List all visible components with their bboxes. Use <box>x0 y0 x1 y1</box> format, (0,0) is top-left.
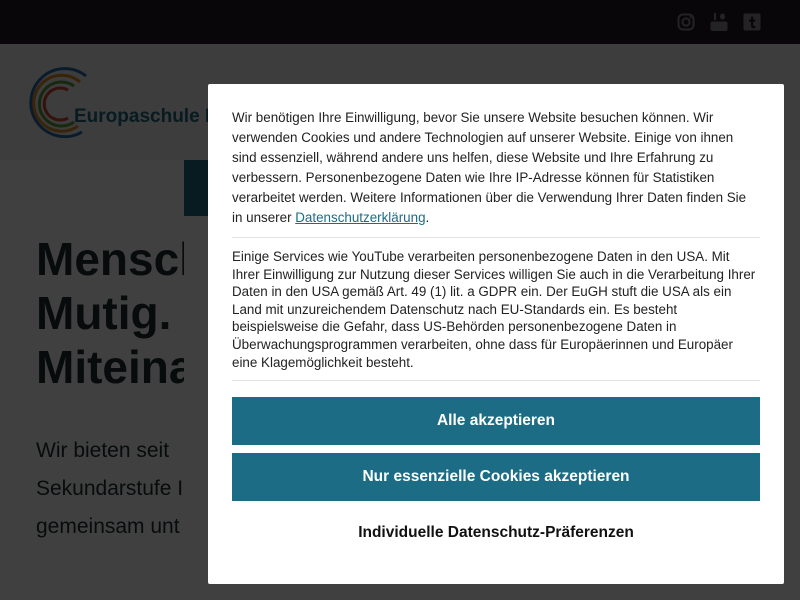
cookie-consent-dialog <box>208 84 784 584</box>
individual-preferences-button[interactable]: Individuelle Datenschutz-Präferenzen <box>232 509 760 557</box>
divider <box>232 237 760 238</box>
privacy-policy-link[interactable]: Datenschutzerklärung <box>295 210 426 225</box>
accept-all-button[interactable]: Alle akzeptieren <box>232 397 760 445</box>
us-data-notice: Einige Services wie YouTube verarbeiten personenbezogene Daten in den USA. Mit Ihrer Einwilligung zur Nutzung dieser Services willigen Sie auch in die Verarbeitung Ihrer Daten in den USA gemäß Art. 49 (1) lit. a GDPR ein. Der EuGH stuft die USA als ein Land mit unzureichendem Datenschutz nach EU-Standards ein. Es besteht beispielsweise die Gefahr, dass US-Behörden personenbezogene Daten in Überwachungsprogrammen verarbeiten, ohne dass für Europäerinnen und Europäer eine Klagemöglichkeit besteht. <box>232 249 756 370</box>
consent-intro-text: Wir benötigen Ihre Einwilligung, bevor Sie unsere Website besuchen können. Wir verwenden Cookies und andere Technologien auf unserer Website. Einige von ihnen sind essenziell, während andere uns helfen, diese Website und Ihre Erfahrung zu verbessern. Personenbezogene Daten wie Ihre IP-Adresse können für Statistiken verarbeitet werden. Weitere Informationen über die Verwendung Ihrer Daten finden Sie in unserer Datenschutzerklärung. <box>232 110 747 225</box>
accept-essential-button[interactable]: Nur essenzielle Cookies akzeptieren <box>232 453 760 501</box>
divider <box>232 380 760 381</box>
